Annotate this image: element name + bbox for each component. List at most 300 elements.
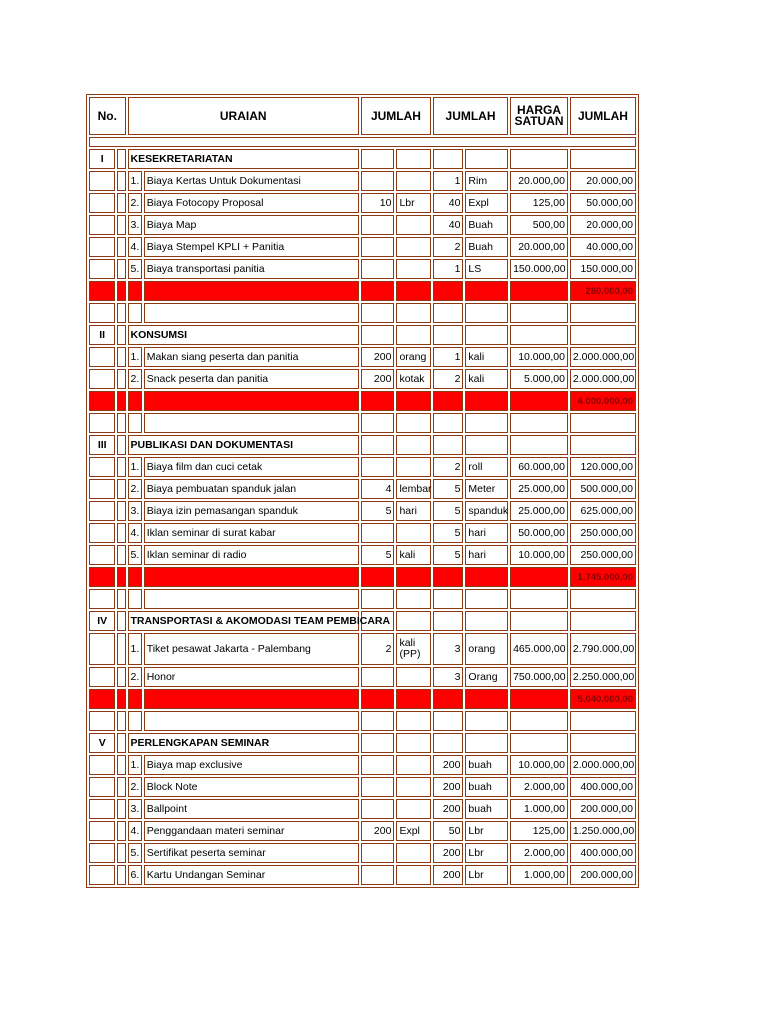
header-row — [89, 97, 636, 135]
item-unit-2: Lbr — [465, 843, 508, 863]
empty-cell — [361, 325, 395, 345]
empty-cell — [89, 347, 115, 367]
item-row — [89, 369, 636, 389]
item-description: Biaya Stempel KPLI + Panitia — [144, 237, 359, 257]
empty-cell — [117, 479, 125, 499]
item-row — [89, 237, 636, 257]
empty-cell — [117, 711, 125, 731]
item-row — [89, 501, 636, 521]
section-number: III — [89, 435, 115, 455]
empty-cell — [570, 611, 636, 631]
item-unit-price: 750.000,00 — [510, 667, 568, 687]
empty-cell — [396, 689, 431, 709]
item-description: Snack peserta dan panitia — [144, 369, 359, 389]
item-qty-1 — [361, 457, 395, 477]
item-unit-1: kali — [396, 545, 431, 565]
item-row — [89, 545, 636, 565]
item-unit-2: Buah — [465, 237, 508, 257]
empty-cell — [128, 711, 142, 731]
empty-cell — [396, 567, 431, 587]
empty-cell — [89, 479, 115, 499]
empty-cell — [361, 589, 395, 609]
item-amount: 200.000,00 — [570, 799, 636, 819]
item-description: Iklan seminar di surat kabar — [144, 523, 359, 543]
empty-cell — [433, 711, 463, 731]
section-number: II — [89, 325, 115, 345]
empty-cell — [465, 711, 508, 731]
empty-cell — [396, 325, 431, 345]
item-unit-2: Rim — [465, 171, 508, 191]
item-row — [89, 457, 636, 477]
item-amount: 2.790.000,00 — [570, 633, 636, 665]
empty-cell — [465, 325, 508, 345]
item-amount: 2.000.000,00 — [570, 755, 636, 775]
item-row — [89, 479, 636, 499]
empty-cell — [144, 281, 359, 301]
item-number: 4. — [128, 821, 142, 841]
item-unit-price: 465.000,00 — [510, 633, 568, 665]
empty-cell — [433, 325, 463, 345]
item-unit-1 — [396, 755, 431, 775]
item-qty-2: 5 — [433, 523, 463, 543]
item-unit-1: kali (PP) — [396, 633, 431, 665]
item-qty-2: 200 — [433, 799, 463, 819]
item-unit-1 — [396, 259, 431, 279]
item-unit-1: orang — [396, 347, 431, 367]
item-unit-1 — [396, 667, 431, 687]
empty-cell — [510, 611, 568, 631]
header-uraian: URAIAN — [128, 97, 359, 135]
section-total: 1.745.000,00 — [570, 567, 636, 587]
empty-cell — [396, 149, 431, 169]
empty-cell — [117, 821, 125, 841]
empty-cell — [465, 733, 508, 753]
item-amount: 2.000.000,00 — [570, 369, 636, 389]
item-number: 3. — [128, 215, 142, 235]
item-qty-1 — [361, 755, 395, 775]
item-qty-2: 3 — [433, 667, 463, 687]
item-unit-2: buah — [465, 777, 508, 797]
empty-cell — [361, 435, 395, 455]
empty-cell — [117, 193, 125, 213]
empty-cell — [361, 149, 395, 169]
empty-cell — [361, 711, 395, 731]
item-unit-price: 10.000,00 — [510, 347, 568, 367]
item-qty-1: 5 — [361, 501, 395, 521]
item-qty-2: 1 — [433, 347, 463, 367]
item-unit-price: 150.000,00 — [510, 259, 568, 279]
empty-cell — [510, 325, 568, 345]
empty-cell — [89, 501, 115, 521]
empty-cell — [510, 281, 568, 301]
item-unit-2: roll — [465, 457, 508, 477]
section-title: TRANSPORTASI & AKOMODASI TEAM PEMBICARA — [128, 611, 359, 631]
empty-cell — [510, 413, 568, 433]
empty-cell — [465, 303, 508, 323]
item-unit-2: Buah — [465, 215, 508, 235]
item-unit-1 — [396, 171, 431, 191]
empty-cell — [117, 457, 125, 477]
item-qty-1: 200 — [361, 369, 395, 389]
item-number: 6. — [128, 865, 142, 885]
empty-cell — [117, 667, 125, 687]
empty-cell — [396, 733, 431, 753]
empty-cell — [396, 435, 431, 455]
empty-cell — [144, 391, 359, 411]
item-unit-price: 125,00 — [510, 193, 568, 213]
item-unit-1 — [396, 523, 431, 543]
empty-cell — [89, 667, 115, 687]
empty-cell — [89, 777, 115, 797]
item-number: 2. — [128, 193, 142, 213]
item-amount: 200.000,00 — [570, 865, 636, 885]
empty-cell — [465, 611, 508, 631]
empty-cell — [117, 843, 125, 863]
item-number: 1. — [128, 457, 142, 477]
empty-cell — [465, 149, 508, 169]
empty-cell — [117, 215, 125, 235]
section-header-row — [89, 149, 636, 169]
item-qty-2: 200 — [433, 865, 463, 885]
empty-cell — [570, 589, 636, 609]
item-qty-1 — [361, 865, 395, 885]
section-total-row — [89, 567, 636, 587]
item-unit-1 — [396, 843, 431, 863]
item-unit-1 — [396, 799, 431, 819]
empty-cell — [89, 545, 115, 565]
empty-cell — [89, 711, 115, 731]
empty-cell — [117, 347, 125, 367]
empty-cell — [510, 149, 568, 169]
item-unit-2: LS — [465, 259, 508, 279]
empty-cell — [117, 171, 125, 191]
empty-cell — [144, 689, 359, 709]
item-number: 5. — [128, 843, 142, 863]
empty-cell — [89, 281, 115, 301]
budget-document — [86, 94, 639, 888]
section-number: I — [89, 149, 115, 169]
empty-cell — [89, 171, 115, 191]
item-description: Biaya film dan cuci cetak — [144, 457, 359, 477]
empty-cell — [117, 325, 125, 345]
empty-cell — [361, 413, 395, 433]
item-qty-1: 200 — [361, 347, 395, 367]
header-no: No. — [89, 97, 126, 135]
empty-cell — [89, 843, 115, 863]
empty-cell — [117, 259, 125, 279]
empty-cell — [144, 303, 359, 323]
empty-cell — [128, 303, 142, 323]
budget-table — [86, 94, 639, 888]
item-description: Biaya Fotocopy Proposal — [144, 193, 359, 213]
item-description: Block Note — [144, 777, 359, 797]
item-qty-1: 5 — [361, 545, 395, 565]
empty-cell — [361, 689, 395, 709]
item-unit-1 — [396, 237, 431, 257]
item-number: 3. — [128, 799, 142, 819]
item-qty-1: 10 — [361, 193, 395, 213]
empty-cell — [396, 303, 431, 323]
empty-cell — [89, 633, 115, 665]
item-unit-2: Meter — [465, 479, 508, 499]
empty-cell — [117, 501, 125, 521]
item-row — [89, 193, 636, 213]
empty-cell — [89, 821, 115, 841]
item-amount: 250.000,00 — [570, 545, 636, 565]
empty-cell — [570, 435, 636, 455]
empty-cell — [570, 711, 636, 731]
item-description: Biaya map exclusive — [144, 755, 359, 775]
empty-cell — [117, 689, 125, 709]
empty-cell — [433, 149, 463, 169]
section-header-row — [89, 435, 636, 455]
item-row — [89, 777, 636, 797]
item-row — [89, 821, 636, 841]
item-description: Penggandaan materi seminar — [144, 821, 359, 841]
item-qty-2: 200 — [433, 755, 463, 775]
empty-cell — [144, 589, 359, 609]
section-total-row — [89, 281, 636, 301]
item-qty-2: 40 — [433, 193, 463, 213]
item-unit-1 — [396, 865, 431, 885]
item-unit-price: 500,00 — [510, 215, 568, 235]
section-total: 280.000,00 — [570, 281, 636, 301]
empty-cell — [89, 237, 115, 257]
empty-cell — [89, 193, 115, 213]
item-unit-price: 125,00 — [510, 821, 568, 841]
empty-cell — [117, 799, 125, 819]
empty-cell — [144, 711, 359, 731]
empty-cell — [396, 611, 431, 631]
item-description: Makan siang peserta dan panitia — [144, 347, 359, 367]
empty-cell — [361, 281, 395, 301]
item-unit-2: hari — [465, 523, 508, 543]
empty-cell — [570, 303, 636, 323]
item-unit-2: Lbr — [465, 821, 508, 841]
item-unit-2: Orang — [465, 667, 508, 687]
empty-cell — [128, 689, 142, 709]
item-unit-price: 20.000,00 — [510, 237, 568, 257]
header-jumlah-3: JUMLAH — [570, 97, 636, 135]
item-unit-2: Lbr — [465, 865, 508, 885]
empty-cell — [433, 435, 463, 455]
empty-cell — [89, 689, 115, 709]
empty-cell — [117, 369, 125, 389]
item-amount: 20.000,00 — [570, 171, 636, 191]
empty-cell — [117, 303, 125, 323]
empty-cell — [128, 281, 142, 301]
item-row — [89, 215, 636, 235]
item-qty-2: 200 — [433, 777, 463, 797]
empty-cell — [117, 435, 125, 455]
item-number: 2. — [128, 667, 142, 687]
section-header-row — [89, 325, 636, 345]
item-row — [89, 667, 636, 687]
item-amount: 625.000,00 — [570, 501, 636, 521]
empty-cell — [396, 711, 431, 731]
empty-cell — [89, 369, 115, 389]
empty-cell — [89, 523, 115, 543]
item-unit-2: orang — [465, 633, 508, 665]
item-qty-2: 2 — [433, 369, 463, 389]
item-unit-price: 25.000,00 — [510, 479, 568, 499]
empty-cell — [396, 281, 431, 301]
empty-cell — [361, 733, 395, 753]
item-unit-1 — [396, 215, 431, 235]
item-row — [89, 171, 636, 191]
empty-cell — [89, 215, 115, 235]
empty-cell — [128, 391, 142, 411]
item-unit-2: hari — [465, 545, 508, 565]
item-row — [89, 755, 636, 775]
empty-cell — [433, 303, 463, 323]
empty-cell — [433, 611, 463, 631]
empty-cell — [465, 689, 508, 709]
item-amount: 250.000,00 — [570, 523, 636, 543]
item-qty-1: 4 — [361, 479, 395, 499]
item-number: 3. — [128, 501, 142, 521]
item-qty-2: 2 — [433, 237, 463, 257]
item-qty-1: 200 — [361, 821, 395, 841]
item-description: Biaya transportasi panitia — [144, 259, 359, 279]
empty-cell — [510, 435, 568, 455]
section-total: 4.000.000,00 — [570, 391, 636, 411]
item-qty-1 — [361, 171, 395, 191]
item-amount: 150.000,00 — [570, 259, 636, 279]
empty-row — [89, 711, 636, 731]
item-unit-1 — [396, 457, 431, 477]
empty-cell — [89, 865, 115, 885]
empty-cell — [361, 391, 395, 411]
item-qty-2: 5 — [433, 479, 463, 499]
empty-cell — [433, 281, 463, 301]
item-row — [89, 259, 636, 279]
item-qty-2: 200 — [433, 843, 463, 863]
empty-cell — [510, 567, 568, 587]
item-qty-1 — [361, 843, 395, 863]
item-qty-2: 5 — [433, 501, 463, 521]
section-title: PERLENGKAPAN SEMINAR — [128, 733, 359, 753]
empty-cell — [510, 589, 568, 609]
item-qty-2: 50 — [433, 821, 463, 841]
item-description: Kartu Undangan Seminar — [144, 865, 359, 885]
item-qty-2: 5 — [433, 545, 463, 565]
empty-cell — [465, 281, 508, 301]
item-description: Sertifikat peserta seminar — [144, 843, 359, 863]
item-amount: 20.000,00 — [570, 215, 636, 235]
spacer-cell — [89, 137, 636, 147]
item-amount: 2.000.000,00 — [570, 347, 636, 367]
item-number: 5. — [128, 259, 142, 279]
item-number: 2. — [128, 777, 142, 797]
item-number: 1. — [128, 347, 142, 367]
empty-cell — [89, 799, 115, 819]
item-description: Honor — [144, 667, 359, 687]
empty-cell — [396, 391, 431, 411]
item-unit-price: 50.000,00 — [510, 523, 568, 543]
section-total: 5.040.000,00 — [570, 689, 636, 709]
item-row — [89, 799, 636, 819]
item-row — [89, 633, 636, 665]
empty-cell — [117, 567, 125, 587]
empty-cell — [89, 589, 115, 609]
item-number: 4. — [128, 237, 142, 257]
empty-cell — [465, 589, 508, 609]
item-unit-price: 1.000,00 — [510, 865, 568, 885]
item-qty-1 — [361, 259, 395, 279]
section-total-row — [89, 689, 636, 709]
empty-cell — [433, 733, 463, 753]
item-qty-2: 3 — [433, 633, 463, 665]
item-description: Biaya Kertas Untuk Dokumentasi — [144, 171, 359, 191]
empty-cell — [570, 325, 636, 345]
empty-cell — [117, 149, 125, 169]
empty-cell — [433, 391, 463, 411]
empty-cell — [117, 633, 125, 665]
item-unit-price: 5.000,00 — [510, 369, 568, 389]
item-qty-1 — [361, 215, 395, 235]
item-description: Ballpoint — [144, 799, 359, 819]
item-number: 1. — [128, 755, 142, 775]
item-unit-2: spanduk — [465, 501, 508, 521]
item-amount: 1.250.000,00 — [570, 821, 636, 841]
empty-cell — [89, 755, 115, 775]
item-qty-1 — [361, 777, 395, 797]
empty-cell — [465, 435, 508, 455]
item-description: Biaya pembuatan spanduk jalan — [144, 479, 359, 499]
item-number: 2. — [128, 369, 142, 389]
item-unit-price: 2.000,00 — [510, 843, 568, 863]
empty-cell — [128, 413, 142, 433]
empty-cell — [361, 303, 395, 323]
item-row — [89, 523, 636, 543]
empty-cell — [433, 589, 463, 609]
item-row — [89, 347, 636, 367]
empty-cell — [465, 391, 508, 411]
item-qty-2: 1 — [433, 259, 463, 279]
empty-cell — [510, 689, 568, 709]
item-amount: 120.000,00 — [570, 457, 636, 477]
empty-cell — [89, 391, 115, 411]
item-qty-1 — [361, 523, 395, 543]
item-unit-price: 20.000,00 — [510, 171, 568, 191]
empty-cell — [117, 755, 125, 775]
empty-cell — [361, 567, 395, 587]
empty-cell — [89, 413, 115, 433]
item-unit-1: lembar — [396, 479, 431, 499]
empty-cell — [433, 567, 463, 587]
empty-cell — [570, 413, 636, 433]
item-unit-1: hari — [396, 501, 431, 521]
header-jumlah-1: JUMLAH — [361, 97, 431, 135]
item-unit-1: kotak — [396, 369, 431, 389]
empty-cell — [433, 413, 463, 433]
item-number: 5. — [128, 545, 142, 565]
empty-cell — [89, 259, 115, 279]
empty-cell — [465, 413, 508, 433]
item-qty-1: 2 — [361, 633, 395, 665]
empty-cell — [117, 391, 125, 411]
item-row — [89, 843, 636, 863]
empty-cell — [89, 457, 115, 477]
empty-cell — [510, 391, 568, 411]
empty-cell — [117, 777, 125, 797]
item-qty-2: 40 — [433, 215, 463, 235]
empty-row — [89, 589, 636, 609]
item-unit-1: Lbr — [396, 193, 431, 213]
item-unit-price: 60.000,00 — [510, 457, 568, 477]
empty-cell — [510, 303, 568, 323]
